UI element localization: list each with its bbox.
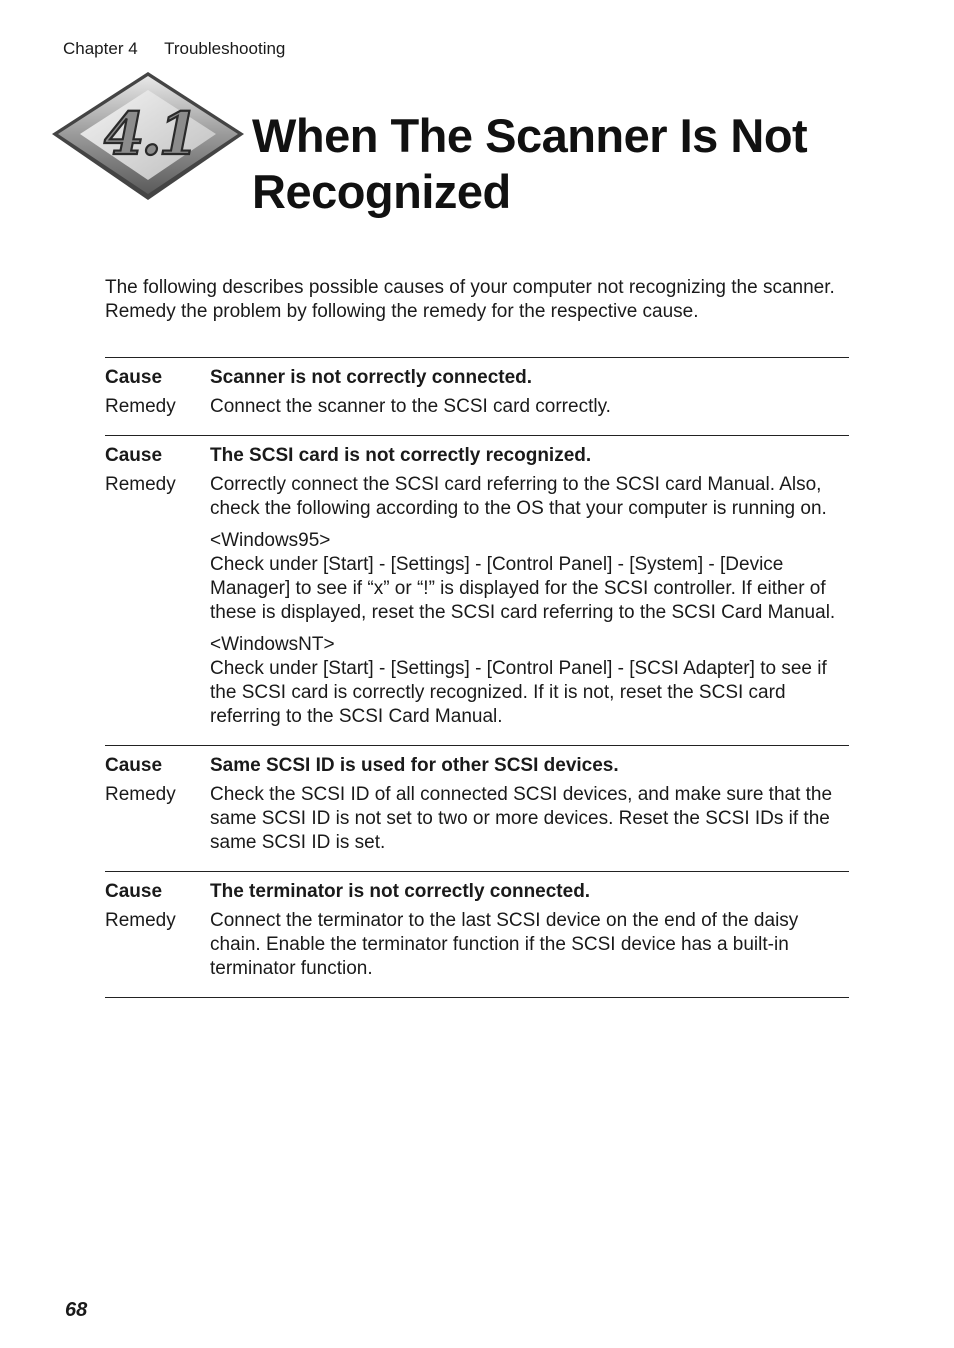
remedy-row	[105, 473, 849, 729]
remedy-row	[105, 395, 849, 419]
page-title: When The Scanner Is Not Recognized	[252, 109, 808, 218]
remedy-paragraph: Connect the scanner to the SCSI card correctly.	[210, 396, 611, 417]
intro-paragraph: The following describes possible causes of your computer not recognizing the scanner. Remedy the problem by following the remedy for the respective cause.	[105, 277, 835, 322]
remedy-label: Remedy	[105, 396, 176, 417]
remedy-label: Remedy	[105, 474, 176, 495]
remedy-text	[210, 395, 849, 419]
cause-row	[105, 444, 849, 468]
cause-block	[105, 745, 849, 871]
cause-block	[105, 871, 849, 998]
cause-row	[105, 366, 849, 390]
cause-block	[105, 357, 849, 435]
remedy-row	[105, 783, 849, 855]
remedy-label: Remedy	[105, 910, 176, 931]
section-label: Troubleshooting	[164, 39, 286, 58]
cause-remedy-table	[105, 357, 849, 998]
diamond-badge-icon	[50, 70, 246, 204]
cause-label: Cause	[105, 445, 163, 466]
remedy-paragraph: Check the SCSI ID of all connected SCSI devices, and make sure that the same SCSI ID is not set to two or more devices. Reset the SCSI IDs if the same SCSI ID is set.	[210, 784, 833, 853]
cause-row	[105, 880, 849, 904]
remedy-row	[105, 909, 849, 981]
badge-number: 4.1	[104, 100, 196, 168]
cause-text: Same SCSI ID is used for other SCSI devices.	[210, 755, 619, 776]
page-number: 68	[65, 1299, 88, 1321]
remedy-text	[210, 783, 849, 855]
remedy-text	[210, 909, 849, 981]
cause-label: Cause	[105, 367, 163, 388]
remedy-paragraph-windowsnt: <WindowsNT> Check under [Start] - [Settings] - [Control Panel] - [SCSI Adapter] to see if the SCSI card is correctly recognized. If it is not, reset the SCSI card referring to the SCSI Card Manual.	[210, 634, 827, 727]
cause-text: Scanner is not correctly connected.	[210, 367, 533, 388]
cause-label: Cause	[105, 881, 163, 902]
remedy-paragraph: Correctly connect the SCSI card referring to the SCSI card Manual. Also, check the following according to the OS that your computer is running on.	[210, 474, 827, 519]
cause-text: The terminator is not correctly connected.	[210, 881, 591, 902]
remedy-paragraph: Connect the terminator to the last SCSI device on the end of the daisy chain. Enable the terminator function if the SCSI device has a built-in terminator function.	[210, 910, 799, 979]
remedy-paragraph-windows95: <Windows95> Check under [Start] - [Settings] - [Control Panel] - [System] - [Device Manager] to see if “x” or “!” is displayed for the SCSI controller. If either of these is displayed, reset the SCSI card referring to the SCSI Card Manual.	[210, 530, 836, 623]
cause-text: The SCSI card is not correctly recognized.	[210, 445, 592, 466]
chapter-label: Chapter 4	[63, 39, 138, 58]
cause-row	[105, 754, 849, 778]
running-header	[63, 38, 285, 60]
cause-label: Cause	[105, 755, 163, 776]
remedy-text	[210, 473, 849, 729]
cause-block	[105, 435, 849, 745]
remedy-label: Remedy	[105, 784, 176, 805]
